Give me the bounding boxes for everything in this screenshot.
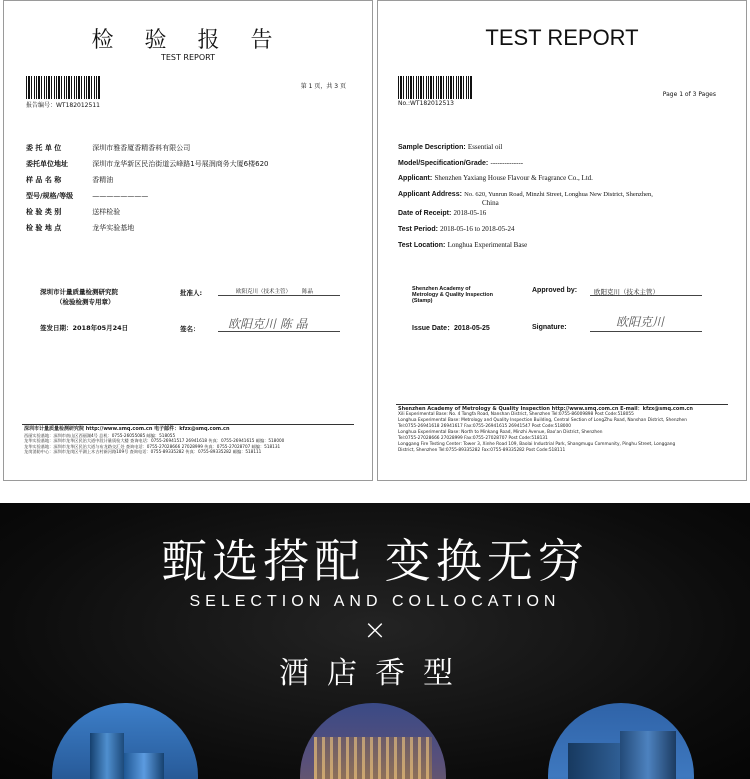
row-address-cont bbox=[482, 199, 499, 207]
report-title-cn: 检 验 报 告 bbox=[91, 28, 285, 53]
chinese-test-report bbox=[3, 0, 373, 481]
field-value: 香精油 bbox=[92, 176, 114, 184]
hotel-photo-1 bbox=[52, 703, 198, 779]
field-value: ———————— bbox=[92, 192, 149, 200]
footer-line-4: Tel:0755-26941618 26941617 Fax:0755-26941615 26941547 Post Code:518000 bbox=[398, 424, 572, 429]
issue-date: 签发日期：2018年05月24日 bbox=[40, 324, 129, 332]
approver-sign: 陈晶 bbox=[302, 289, 314, 295]
row-label: Test Period: bbox=[398, 226, 438, 233]
handwritten-signature: 欧阳克川 bbox=[616, 315, 665, 329]
handwritten-signature: 欧阳克川 陈 晶 bbox=[228, 317, 308, 331]
field-label: 检 验 地 点 bbox=[26, 224, 62, 232]
academy-name bbox=[412, 286, 493, 304]
field-label: 检 验 类 别 bbox=[26, 208, 62, 216]
barcode bbox=[26, 76, 101, 99]
hotel-photo-3 bbox=[548, 703, 694, 779]
approved-value: 欧阳克川（技术主管） bbox=[594, 288, 659, 296]
row-test-location bbox=[398, 241, 527, 249]
footer-contact bbox=[398, 406, 693, 454]
field-label: 样 品 名 称 bbox=[26, 176, 62, 184]
academy-line-2: Metrology & Quality Inspection bbox=[412, 292, 493, 298]
field-test-type bbox=[26, 207, 120, 217]
field-client-address bbox=[26, 159, 269, 169]
field-value: 深圳市雅香厦香精香料有限公司 bbox=[92, 144, 191, 152]
footer-divider bbox=[22, 424, 354, 425]
report-number: 报告编号：WT182012511 bbox=[26, 102, 100, 109]
row-model bbox=[398, 159, 523, 167]
field-model bbox=[26, 191, 148, 201]
row-value: -------------- bbox=[490, 159, 524, 167]
row-label: Date of Receipt: bbox=[398, 210, 452, 217]
row-label: Model/Specification/Grade: bbox=[398, 160, 489, 167]
academy-line-3: (Stamp) bbox=[412, 298, 433, 304]
report-number: No.:WT182012513 bbox=[398, 100, 454, 107]
row-value: Essential oil bbox=[467, 143, 503, 151]
footer-line-5: 龙岗消防中心：深圳市龙岗区平湖上木古村新河路109号 查询电话：0755-89335282 传真：0755-89335282 邮编：518111 bbox=[24, 449, 262, 455]
field-label: 委 托 单 位 bbox=[26, 144, 62, 152]
row-label: Applicant: bbox=[398, 175, 433, 182]
footer-contact bbox=[24, 427, 284, 455]
english-test-report bbox=[377, 0, 747, 481]
signature-label: Signature: bbox=[532, 324, 567, 331]
row-applicant-address bbox=[398, 190, 653, 198]
page-info: 第 1 页，共 3 页 bbox=[300, 83, 346, 90]
institute-stamp: （检验检测专用章） bbox=[56, 298, 115, 306]
footer-line-2: 西丽实验基地：深圳市南山区西丽湖4号 总机：0755-26055085 邮编：518055 bbox=[24, 432, 176, 438]
footer-divider bbox=[396, 404, 728, 405]
row-applicant bbox=[398, 174, 593, 182]
approved-label: Approved by: bbox=[532, 287, 578, 294]
banner-english: SELECTION AND COLLOCATION bbox=[189, 593, 561, 610]
row-value: Shenzhen Yaxiang House Flavour & Fragrance Co., Ltd. bbox=[434, 174, 593, 182]
row-value: 2018-05-16 to 2018-05-24 bbox=[440, 225, 515, 233]
page-info: Page 1 of 3 Pages bbox=[662, 91, 716, 98]
row-label: Test Location: bbox=[398, 242, 446, 249]
promo-banner bbox=[0, 503, 750, 779]
field-label: 型号/规格/等级 bbox=[26, 192, 74, 200]
row-label: Applicant Address: bbox=[398, 191, 462, 198]
field-label: 委托单位地址 bbox=[26, 160, 68, 168]
barcode bbox=[398, 76, 473, 99]
footer-line-7: Longgang Fire Testing Center: Tower 3, Xinhe Road 109, Baolai Industrial Park, Shangmugu Community, Pinghu Street, Longgang bbox=[398, 442, 676, 447]
field-value: 送样检验 bbox=[92, 208, 121, 216]
row-value: 2018-05-16 bbox=[453, 209, 487, 217]
signature-label: 签名： bbox=[180, 325, 200, 333]
field-value: 深圳市龙华新区民治街道云峰路1号展润商务大厦6楼620 bbox=[92, 160, 269, 168]
field-sample-name bbox=[26, 175, 113, 185]
footer-line-1: 深圳市计量质量检测研究院 http://www.smq.com.cn 电子邮件：kfzx@smq.com.cn bbox=[24, 426, 230, 432]
field-value: 龙华实验基地 bbox=[92, 224, 135, 232]
approver-name: 欧阳克川（技术主管） bbox=[236, 289, 292, 295]
approver-label: 批准人: bbox=[180, 289, 203, 297]
institute-name: 深圳市计量质量检测研究院 bbox=[40, 288, 118, 296]
banner-subheadline: 酒店香型 bbox=[279, 656, 471, 691]
footer-line-3: Longhua Experimental Base: Metrology and Quality Inspection Building, Central Section of LongZhu Road, Nanshan District, Shenzhen bbox=[398, 418, 687, 423]
field-test-location bbox=[26, 223, 134, 233]
row-sample-description bbox=[398, 143, 502, 151]
footer-line-6: Tel:0755-27028666 27028999 Fax:0755-27028707 Post Code:518131 bbox=[398, 436, 548, 441]
cross-icon: × bbox=[363, 613, 387, 646]
footer-line-5: Longhua Experimental Base: North to Minkang Road, Minzhi Avenue, Bao'an District, Shenzhen bbox=[398, 430, 603, 435]
hotel-photo-2 bbox=[300, 703, 446, 779]
row-value: No. 620, Yunrun Road, Minzhi Street, Longhua New District, Shenzhen, bbox=[464, 191, 653, 198]
row-date-of-receipt bbox=[398, 209, 486, 217]
row-label: Sample Description: bbox=[398, 144, 466, 151]
footer-line-3: 龙华实验基地：深圳市龙华区民治大道中段计量质检大楼 查询电话：0755-26941517 26941618 传真：0755-26941615 邮编：518000 bbox=[24, 438, 285, 444]
footer-line-4: 龙华实验基地：深圳市龙华区民治大道与布龙路交汇处 查询电话：0755-27028666 27028999 传真：0755-27028707 邮编：518131 bbox=[24, 443, 281, 449]
footer-line-1: Shenzhen Academy of Metrology & Quality Inspection http://www.smq.com.cn E-mail：kfzx@smq.com.cn bbox=[398, 406, 693, 412]
row-value: Longhua Experimental Base bbox=[447, 241, 528, 249]
footer-line-8: District, Shenzhen Tel:0755-89335282 Fax:0755-89335282 Post Code:518111 bbox=[398, 448, 566, 453]
banner-headline: 甄选搭配 变换无穷 bbox=[161, 534, 589, 588]
issue-date: Issue Date：2018-05-25 bbox=[412, 325, 490, 332]
row-value: China bbox=[482, 199, 499, 207]
field-client bbox=[26, 143, 190, 153]
report-title-en: TEST REPORT bbox=[485, 25, 639, 50]
footer-line-2: Xili Experimental Base: No. 4 Tongfa Road, Nanshan District, Shenzhen Tel:0755-86009898 Post Code:518055 bbox=[398, 412, 634, 417]
report-subtitle: TEST REPORT bbox=[160, 53, 216, 62]
row-test-period bbox=[398, 225, 514, 233]
academy-line-1: Shenzhen Academy of bbox=[412, 286, 471, 292]
